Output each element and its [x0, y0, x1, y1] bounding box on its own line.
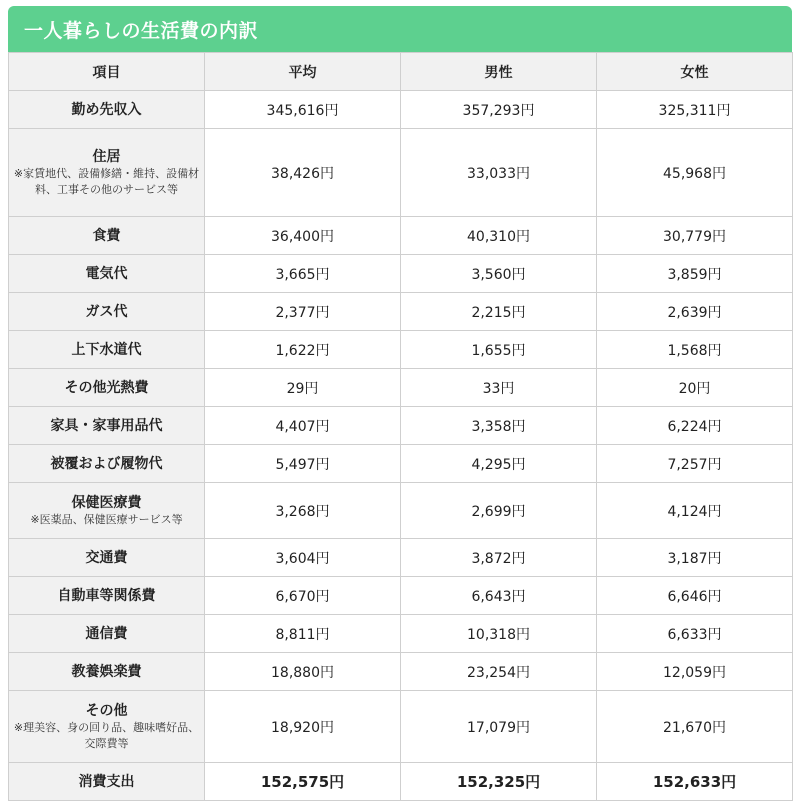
value-average: 1,622円	[205, 331, 401, 369]
header-male: 男性	[401, 53, 597, 91]
value-female: 45,968円	[597, 129, 793, 217]
table-row	[9, 445, 793, 483]
value-average: 3,268円	[205, 483, 401, 539]
header-item: 項目	[9, 53, 205, 91]
row-label-cell	[9, 91, 205, 129]
table-row	[9, 691, 793, 763]
value-average: 18,920円	[205, 691, 401, 763]
value-average: 4,407円	[205, 407, 401, 445]
row-note: ※医薬品、保健医療サービス等	[30, 512, 183, 526]
value-female: 12,059円	[597, 653, 793, 691]
row-label-cell	[9, 483, 205, 539]
value-average: 8,811円	[205, 615, 401, 653]
expense-table	[8, 52, 793, 801]
table-row	[9, 483, 793, 539]
row-label-cell	[9, 331, 205, 369]
row-label-cell	[9, 129, 205, 217]
row-label-cell	[9, 691, 205, 763]
value-female: 7,257円	[597, 445, 793, 483]
table-title: 一人暮らしの生活費の内訳	[24, 19, 259, 42]
row-note: ※理美容、身の回り品、趣味嗜好品、交際費等	[13, 720, 200, 750]
row-label: 保健医療費	[71, 494, 142, 511]
value-average: 3,604円	[205, 539, 401, 577]
value-male: 2,215円	[401, 293, 597, 331]
table-title-bar	[8, 6, 792, 52]
value-male: 3,358円	[401, 407, 597, 445]
row-label: 勤め先収入	[71, 101, 142, 118]
value-male: 33,033円	[401, 129, 597, 217]
value-female: 6,646円	[597, 577, 793, 615]
value-average: 345,616円	[205, 91, 401, 129]
table-row	[9, 577, 793, 615]
value-average: 5,497円	[205, 445, 401, 483]
table-row	[9, 129, 793, 217]
value-male: 40,310円	[401, 217, 597, 255]
row-label-cell	[9, 217, 205, 255]
row-label: 教養娯楽費	[71, 663, 142, 680]
row-label-cell	[9, 369, 205, 407]
row-label: 家具・家事用品代	[50, 417, 163, 434]
value-average: 38,426円	[205, 129, 401, 217]
value-female: 6,224円	[597, 407, 793, 445]
row-label: 食費	[92, 227, 121, 244]
table-row	[9, 615, 793, 653]
row-label: その他	[85, 702, 128, 719]
header-female: 女性	[597, 53, 793, 91]
row-label-cell	[9, 763, 205, 801]
value-male: 17,079円	[401, 691, 597, 763]
row-label-cell	[9, 293, 205, 331]
row-label: 消費支出	[78, 773, 135, 790]
value-male: 10,318円	[401, 615, 597, 653]
value-female: 3,859円	[597, 255, 793, 293]
value-average: 152,575円	[205, 763, 401, 801]
table-row	[9, 407, 793, 445]
table-row	[9, 255, 793, 293]
value-female: 325,311円	[597, 91, 793, 129]
row-label-cell	[9, 615, 205, 653]
value-male: 3,560円	[401, 255, 597, 293]
value-female: 2,639円	[597, 293, 793, 331]
row-label-cell	[9, 445, 205, 483]
value-average: 2,377円	[205, 293, 401, 331]
row-label-cell	[9, 653, 205, 691]
value-male: 33円	[401, 369, 597, 407]
header-row	[9, 53, 793, 91]
row-label: 交通費	[85, 549, 128, 566]
row-label-cell	[9, 539, 205, 577]
value-female: 3,187円	[597, 539, 793, 577]
value-average: 6,670円	[205, 577, 401, 615]
value-female: 30,779円	[597, 217, 793, 255]
row-label: 被覆および履物代	[50, 455, 163, 472]
value-average: 3,665円	[205, 255, 401, 293]
row-label-cell	[9, 577, 205, 615]
value-female: 20円	[597, 369, 793, 407]
table-row	[9, 91, 793, 129]
value-female: 1,568円	[597, 331, 793, 369]
row-label: 電気代	[85, 265, 128, 282]
table-row	[9, 217, 793, 255]
table-row	[9, 653, 793, 691]
row-label: その他光熱費	[64, 379, 149, 396]
value-male: 1,655円	[401, 331, 597, 369]
row-label-cell	[9, 255, 205, 293]
value-female: 6,633円	[597, 615, 793, 653]
value-average: 29円	[205, 369, 401, 407]
value-male: 2,699円	[401, 483, 597, 539]
value-male: 23,254円	[401, 653, 597, 691]
row-label: ガス代	[85, 303, 128, 320]
row-label-cell	[9, 407, 205, 445]
table-row	[9, 293, 793, 331]
row-label: 通信費	[85, 625, 128, 642]
total-row	[9, 763, 793, 801]
value-female: 21,670円	[597, 691, 793, 763]
value-male: 6,643円	[401, 577, 597, 615]
value-male: 152,325円	[401, 763, 597, 801]
row-label: 住居	[92, 148, 121, 165]
row-label: 自動車等関係費	[57, 587, 156, 604]
value-male: 357,293円	[401, 91, 597, 129]
row-note: ※家賃地代、設備修繕・維持、設備材料、工事その他のサービス等	[13, 166, 200, 196]
row-label: 上下水道代	[71, 341, 142, 358]
value-male: 4,295円	[401, 445, 597, 483]
table-row	[9, 331, 793, 369]
header-average: 平均	[205, 53, 401, 91]
table-row	[9, 539, 793, 577]
value-female: 152,633円	[597, 763, 793, 801]
value-average: 18,880円	[205, 653, 401, 691]
table-row	[9, 369, 793, 407]
value-female: 4,124円	[597, 483, 793, 539]
value-average: 36,400円	[205, 217, 401, 255]
value-male: 3,872円	[401, 539, 597, 577]
